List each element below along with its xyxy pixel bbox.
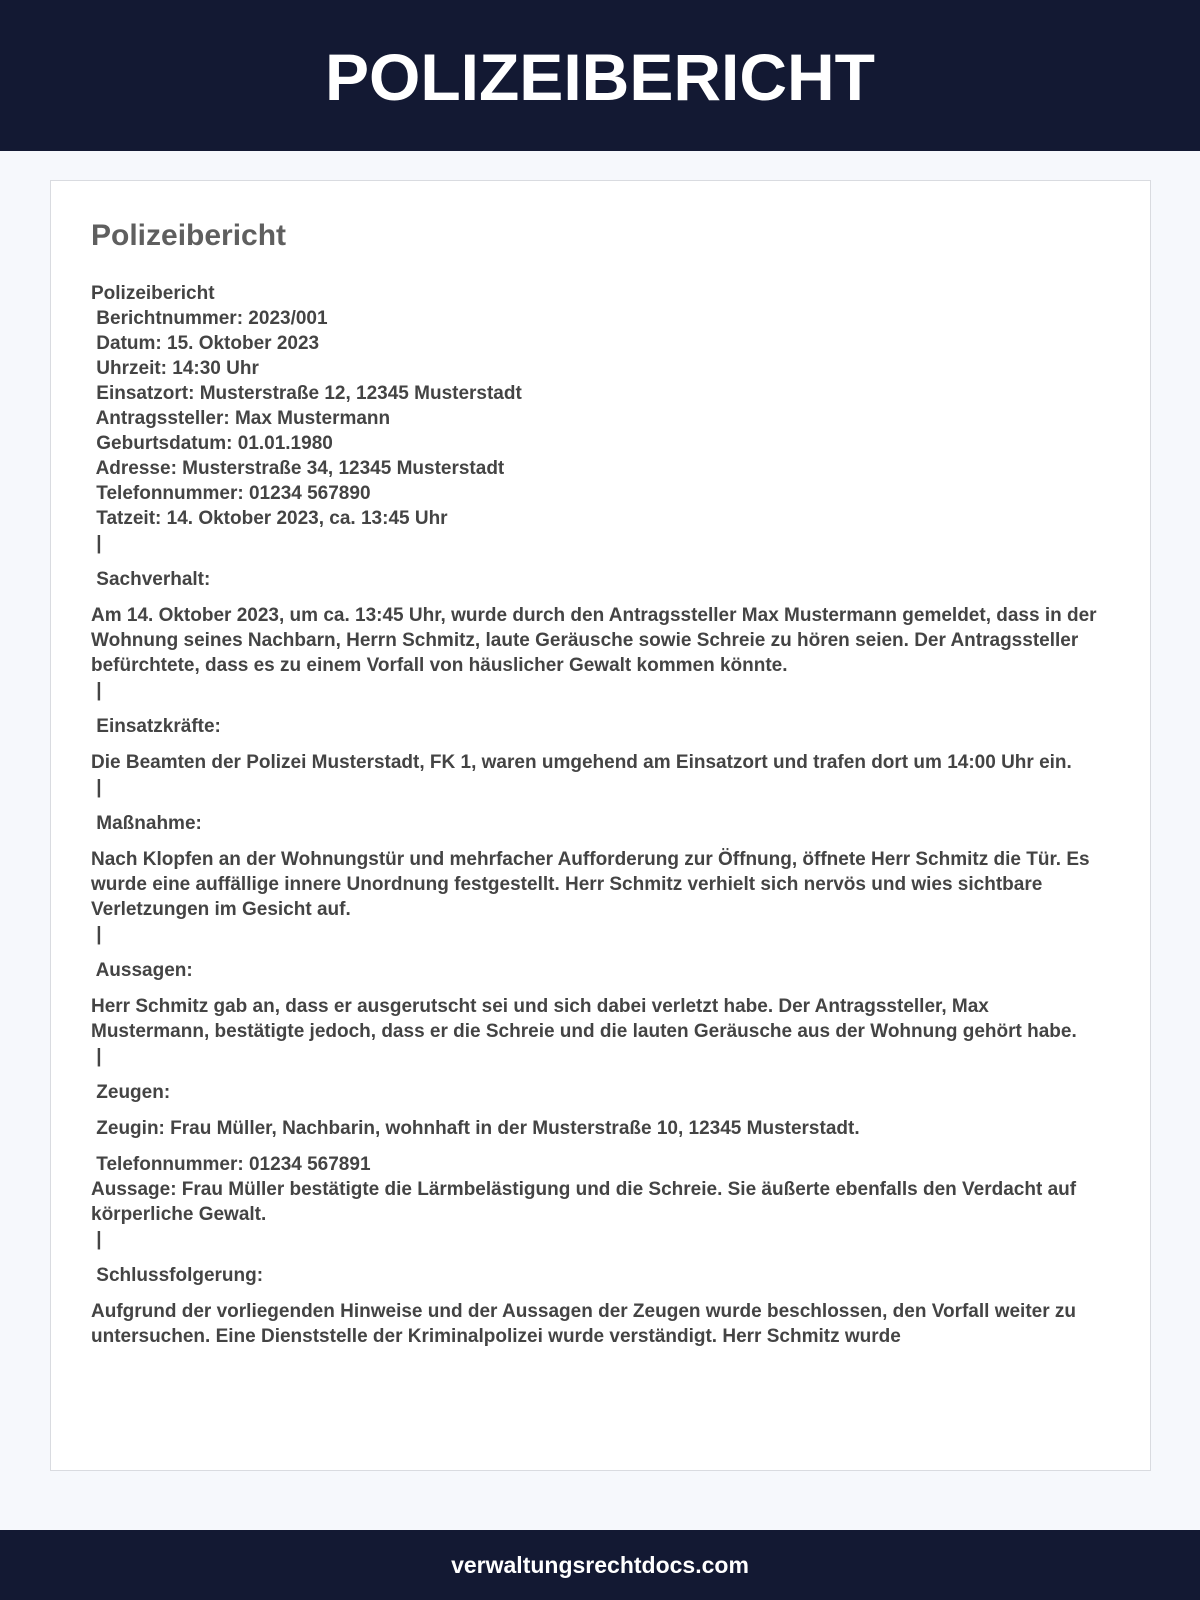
section-heading-einsatzkraefte: Einsatzkräfte:	[91, 716, 221, 737]
section-text-massnahme: Nach Klopfen an der Wohnungstür und mehrfacher Aufforderung zur Öffnung, öffnete Herr Schmitz die Tür. Es wurde eine auffällige innere Unordnung festgestellt. Herr Schmitz verhielt sich nervös und wies sichtbare Verletzungen im Gesicht auf.	[91, 849, 1090, 920]
section-text-sachverhalt: Am 14. Oktober 2023, um ca. 13:45 Uhr, wurde durch den Antragssteller Max Mustermann gemeldet, dass in der Wohnung seines Nachbarn, Herrn Schmitz, laute Geräusche sowie Schreie zu hören seien. Der Antragssteller befürchtete, dass es zu einem Vorfall von häuslicher Gewalt kommen könnte.	[91, 605, 1097, 676]
field-date: Datum: 15. Oktober 2023	[91, 333, 320, 354]
report-label: Polizeibericht	[91, 283, 215, 304]
footer-site-name: verwaltungsrechtdocs.com	[451, 1551, 749, 1578]
page-header	[0, 0, 1200, 151]
field-address: Adresse: Musterstraße 34, 12345 Musterstadt	[91, 458, 505, 479]
separator: |	[91, 1229, 102, 1250]
report-body	[91, 281, 1111, 1349]
field-time: Uhrzeit: 14:30 Uhr	[91, 358, 259, 379]
field-crime-time: Tatzeit: 14. Oktober 2023, ca. 13:45 Uhr	[91, 508, 448, 529]
field-applicant: Antragssteller: Max Mustermann	[91, 408, 391, 429]
section-heading-sachverhalt: Sachverhalt:	[91, 569, 211, 590]
separator: |	[91, 924, 102, 945]
witness-phone: Telefonnummer: 01234 567891	[91, 1154, 371, 1175]
witness-statement: Aussage: Frau Müller bestätigte die Lärmbelästigung und die Schreie. Sie äußerte ebenfalls den Verdacht auf körperliche Gewalt.	[91, 1179, 1077, 1225]
document-heading: Polizeibericht	[91, 219, 287, 252]
separator: |	[91, 680, 102, 701]
separator: |	[91, 1046, 102, 1067]
report-document	[50, 180, 1151, 1471]
field-phone: Telefonnummer: 01234 567890	[91, 483, 371, 504]
field-report-number: Berichtnummer: 2023/001	[91, 308, 328, 329]
page-footer	[0, 1530, 1200, 1600]
section-text-schlussfolgerung: Aufgrund der vorliegenden Hinweise und der Aussagen der Zeugen wurde beschlossen, den Vorfall weiter zu untersuchen. Eine Dienststelle der Kriminalpolizei wurde verständigt. Herr Schmitz wurde	[91, 1301, 1077, 1347]
section-heading-zeugen: Zeugen:	[91, 1082, 171, 1103]
separator: |	[91, 533, 102, 554]
witness-info: Zeugin: Frau Müller, Nachbarin, wohnhaft in der Musterstraße 10, 12345 Musterstadt.	[91, 1118, 860, 1139]
section-heading-aussagen: Aussagen:	[91, 960, 193, 981]
separator: |	[91, 777, 102, 798]
page-title: POLIZEIBERICHT	[324, 39, 875, 114]
section-heading-massnahme: Maßnahme:	[91, 813, 202, 834]
section-text-aussagen: Herr Schmitz gab an, dass er ausgerutscht sei und sich dabei verletzt habe. Der Antragssteller, Max Mustermann, bestätigte jedoch, dass er die Schreie und die lauten Geräusche aus der Wohnung gehört habe.	[91, 996, 1077, 1042]
field-birthdate: Geburtsdatum: 01.01.1980	[91, 433, 333, 454]
field-location: Einsatzort: Musterstraße 12, 12345 Musterstadt	[91, 383, 522, 404]
section-text-einsatzkraefte: Die Beamten der Polizei Musterstadt, FK 1, waren umgehend am Einsatzort und trafen dort um 14:00 Uhr ein.	[91, 752, 1072, 773]
section-heading-schlussfolgerung: Schlussfolgerung:	[91, 1265, 264, 1286]
